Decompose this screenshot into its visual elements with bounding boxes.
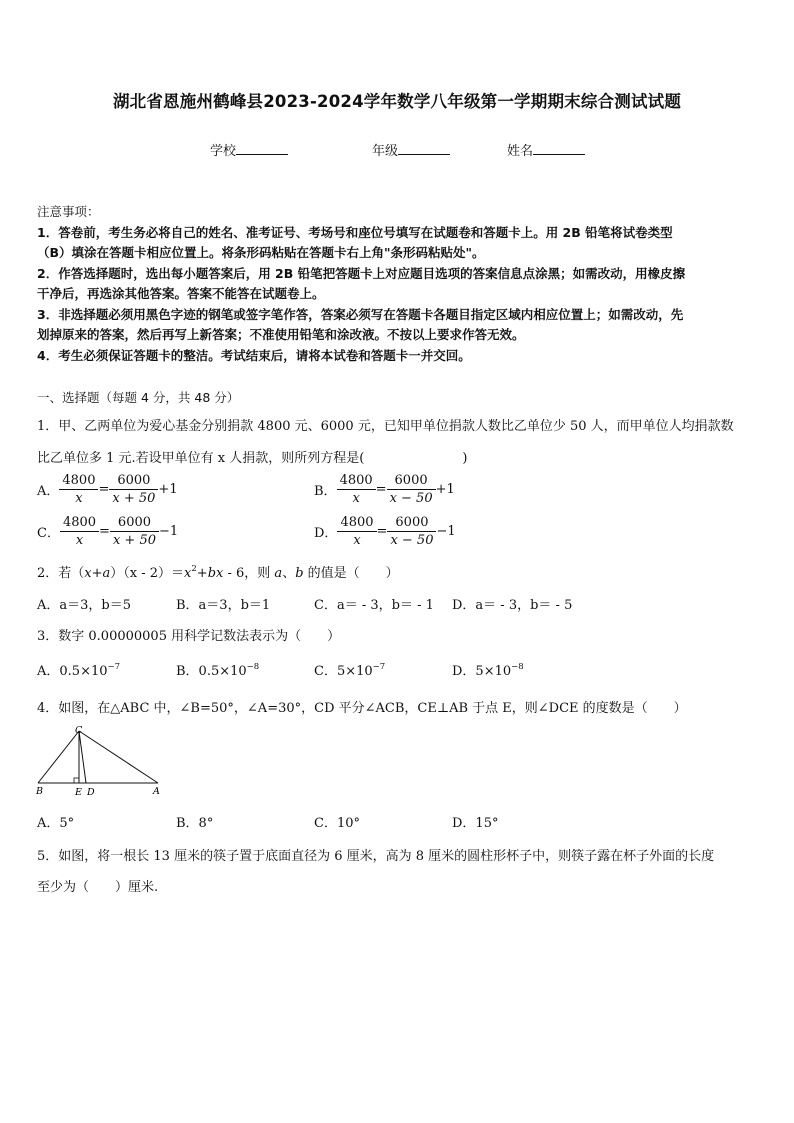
option-exponent: −7	[107, 662, 121, 672]
notes-block	[37, 202, 757, 366]
label-b: B	[36, 786, 43, 797]
q1-option-b	[314, 472, 455, 507]
numerator: 4800	[337, 472, 376, 490]
q1-line2-end: )	[462, 451, 468, 466]
option-exponent: −8	[511, 662, 524, 672]
q3-stem: 3．数字 0.00000005 用科学记数法表示为（ ）	[37, 629, 341, 644]
constant-term: +1	[158, 482, 178, 497]
q2-option-d: D．a＝ - 3，b＝ - 5	[452, 598, 573, 613]
fraction	[387, 472, 436, 507]
q3-option-c	[314, 660, 385, 679]
q1-option-c	[37, 514, 178, 549]
q2-stem-part: 的值是（ ）	[303, 566, 399, 581]
label-c: C	[75, 725, 83, 736]
denominator: x	[75, 533, 84, 548]
q2-stem-part: 2．若（	[37, 566, 85, 581]
denominator: x	[353, 533, 361, 548]
denominator: x + 50	[112, 491, 156, 506]
q5-line2: 至少为（ ）厘米.	[37, 880, 159, 895]
option-letter: C．	[37, 526, 60, 541]
side-bc	[38, 731, 79, 783]
fraction	[337, 472, 376, 507]
equals-sign: =	[375, 482, 387, 497]
q2-stem-part: +	[196, 566, 208, 581]
q4-option-b: B．8°	[176, 816, 214, 831]
q2-stem-part: x	[184, 566, 192, 581]
q3-option-a	[37, 660, 120, 679]
right-angle-mark	[74, 778, 79, 783]
option-exponent: −8	[246, 662, 260, 672]
q2-stem-part: x+a	[84, 566, 111, 581]
note-1b: （B）填涂在答题卡相应位置上。将条形码粘贴在答题卡右上角"条形码粘贴处"。	[37, 245, 485, 260]
label-e: E	[75, 787, 82, 798]
name-blank	[533, 143, 585, 155]
fraction	[59, 472, 98, 507]
equals-sign: =	[376, 524, 388, 539]
numerator: 6000	[387, 472, 436, 490]
school-blank	[236, 143, 288, 155]
notes-heading: 注意事项：	[37, 204, 100, 219]
constant-term: −1	[436, 524, 456, 539]
option-letter: B．	[314, 484, 337, 499]
grade-blank	[398, 143, 450, 155]
denominator: x	[352, 491, 360, 506]
numerator: 4800	[337, 514, 376, 532]
fraction	[110, 514, 159, 549]
school-field	[210, 140, 288, 159]
option-letter: D．	[314, 526, 338, 541]
q2-stem-part: ）（x - 2）＝	[110, 566, 185, 581]
q4-option-d: D．15°	[452, 816, 499, 831]
grade-field	[372, 140, 450, 159]
note-2b: 干净后，再选涂其他答案。答案不能答在试题卷上。	[37, 286, 325, 301]
option-text: B．0.5×10	[176, 664, 247, 679]
fraction	[109, 472, 158, 507]
denominator: x + 50	[112, 533, 156, 548]
option-letter: A．	[37, 484, 60, 499]
denominator: x − 50	[389, 491, 433, 506]
note-4: 4．考生必须保证答题卡的整洁。考试结束后，请将本试卷和答题卡一并交回。	[37, 347, 471, 363]
triangle-diagram	[33, 722, 165, 798]
numerator: 6000	[387, 514, 436, 532]
school-label: 学校	[210, 144, 237, 159]
q1-option-d	[314, 514, 456, 549]
constant-term: +1	[435, 482, 455, 497]
q1-line1: 1．甲、乙两单位为爱心基金分别捐款 4800 元、6000 元，已知甲单位捐款人数比乙单位少 50 人，而甲单位人均捐款数	[37, 419, 734, 434]
q5-line1: 5．如图，将一根长 13 厘米的筷子置于底面直径为 6 厘米，高为 8 厘米的圆柱形杯子中，则筷子露在杯子外面的长度	[37, 849, 715, 864]
bisector-cd	[79, 731, 86, 783]
label-a: A	[153, 786, 160, 797]
label-d: D	[87, 787, 95, 798]
denominator: x	[75, 491, 83, 506]
q2-option-a: A．a＝3，b＝5	[37, 598, 132, 613]
q3-option-d	[452, 660, 524, 679]
q2-stem-part: b	[295, 566, 304, 581]
section-heading: 一、选择题（每题 4 分，共 48 分）	[37, 390, 240, 405]
equals-sign: =	[98, 482, 110, 497]
side-ca	[79, 731, 158, 783]
q2-stem-part: a	[274, 566, 283, 581]
option-text: A．0.5×10	[37, 664, 108, 679]
fraction	[387, 514, 436, 549]
note-2a: 2．作答选择题时，选出每小题答案后，用 2B 铅笔把答题卡上对应题目选项的答案信息点涂黑；如需改动，用橡皮擦	[37, 265, 686, 281]
q2-stem-part: bx	[207, 566, 224, 581]
q1-line2	[37, 447, 467, 466]
q2-exponent: 2	[191, 564, 197, 574]
q2-option-c: C．a＝ - 3，b＝ - 1	[314, 598, 434, 613]
equals-sign: =	[99, 524, 110, 539]
constant-term: −1	[158, 524, 179, 539]
numerator: 4800	[59, 472, 98, 490]
page-title: 湖北省恩施州鹤峰县2023-2024学年数学八年级第一学期期末综合测试试题	[112, 92, 682, 111]
q2-stem	[37, 562, 399, 581]
numerator: 6000	[110, 514, 159, 532]
q4-option-a: A．5°	[37, 816, 75, 831]
numerator: 4800	[60, 514, 99, 532]
option-text: D．5×10	[452, 664, 512, 679]
fraction	[60, 514, 99, 549]
denominator: x − 50	[390, 533, 434, 548]
name-label: 姓名	[507, 144, 534, 159]
numerator: 6000	[109, 472, 158, 490]
q1-line2-text: 比乙单位多 1 元.若设甲单位有 x 人捐款，则所列方程是(	[37, 451, 365, 466]
q3-option-b	[176, 660, 259, 679]
fraction	[337, 514, 376, 549]
note-3a: 3．非选择题必须用黑色字迹的钢笔或签字笔作答，答案必须写在答题卡各题目指定区域内相应位置上；如需改动，先	[37, 306, 684, 322]
q2-stem-part: 、	[282, 566, 296, 581]
q2-stem-part: - 6，则	[223, 566, 275, 581]
q2-option-b: B．a＝3，b＝1	[176, 598, 271, 613]
q4-stem: 4．如图，在△ABC 中，∠B=50°，∠A=30°，CD 平分∠ACB，CE⊥AB 于点 E，则∠DCE 的度数是（ ）	[37, 701, 687, 716]
note-3b: 划掉原来的答案，然后再写上新答案；不准使用铅笔和涂改液。不按以上要求作答无效。	[37, 327, 525, 342]
grade-label: 年级	[372, 144, 399, 159]
option-exponent: −7	[372, 662, 386, 672]
q1-option-a	[37, 472, 178, 507]
q4-option-c: C．10°	[314, 816, 360, 831]
option-text: C．5×10	[314, 664, 373, 679]
note-1a: 1．答卷前，考生务必将自己的姓名、准考证号、考场号和座位号填写在试题卷和答题卡上。用 2B 铅笔将试卷类型	[37, 224, 673, 240]
name-field	[507, 140, 585, 159]
